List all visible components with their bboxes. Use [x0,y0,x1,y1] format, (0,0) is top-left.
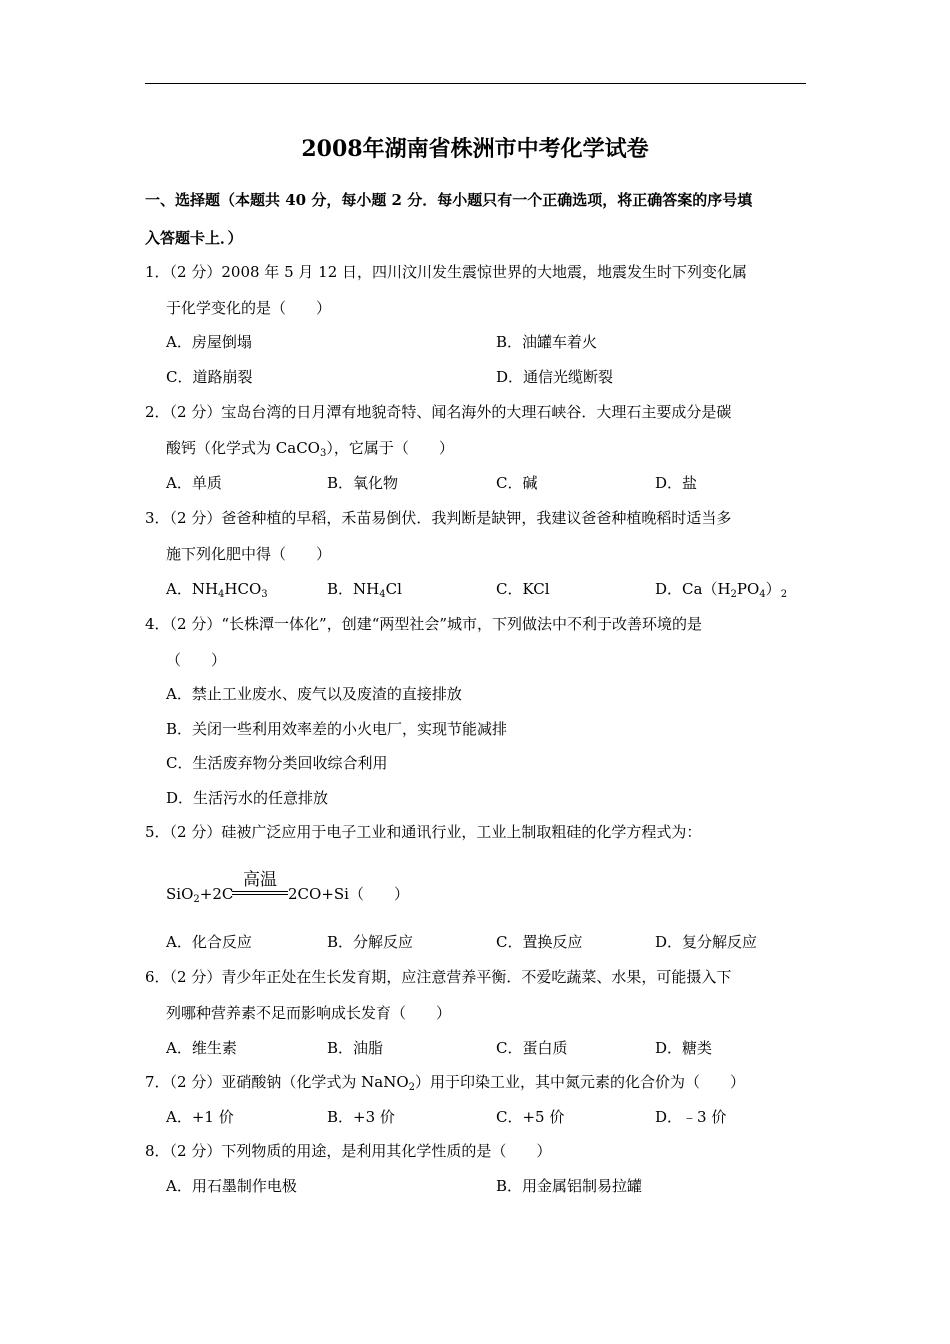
chemical-equation [166,870,466,910]
question-2-option-b: B．氧化物 [327,474,399,492]
question-2-option-a: A．单质 [166,474,222,492]
page-title: 2008年湖南省株洲市中考化学试卷 [301,136,649,162]
question-1-option-c: C．道路崩裂 [166,368,253,386]
equation-bar-top [232,891,288,892]
section-heading-line2: 入答题卡上．） [145,229,243,247]
question-4-option-b: B．关闭一些利用效率差的小火电厂，实现节能减排 [166,720,508,738]
question-5-option-b: B．分解反应 [327,933,414,951]
question-6-stem: 6．（2 分）青少年正处在生长发育期，应注意营养平衡．不爱吃蔬菜、水果，可能摄入下 [145,968,732,986]
header-rule [145,83,806,84]
question-3-option-a: A．$NH_4HCO_3$ [166,580,268,600]
question-1-option-d: D．通信光缆断裂 [496,368,614,386]
section-heading-line1: 一、选择题（本题共 40 分，每小题 2 分．每小题只有一个正确选项，将正确答案的序号填 [145,191,753,209]
question-8-option-b: B．用金属铝制易拉罐 [496,1177,643,1195]
equation-products: 2CO+Si（ ） [288,885,409,903]
question-1-option-a: A．房屋倒塌 [166,333,252,351]
question-2-option-d: D．盐 [655,474,698,492]
question-5-option-a: A．化合反应 [166,933,252,951]
question-2-stem-cont: 酸钙（化学式为 CaCO$_3$），它属于（ ） [166,439,454,459]
question-6-option-d: D．糖类 [655,1039,713,1057]
question-6-option-b: B．油脂 [327,1039,384,1057]
question-6-option-a: A．维生素 [166,1039,237,1057]
question-1-stem: 1．（2 分）2008 年 5 月 12 日，四川汶川发生震惊世界的大地震，地震发生时下列变化属 [145,263,748,281]
question-7-option-b: B．+3 价 [327,1108,395,1126]
question-1-stem-cont: 于化学变化的是（ ） [166,299,332,317]
question-4-option-d: D．生活污水的任意排放 [166,789,329,807]
question-8-stem: 8．（2 分）下列物质的用途，是利用其化学性质的是（ ） [145,1142,552,1160]
equation-reactants: SiO$_2$+2C [166,885,234,905]
question-4-stem: 4．（2 分）“长株潭一体化”，创建“两型社会”城市，下列做法中不利于改善环境的是 [145,615,703,633]
question-7-stem: 7．（2 分）亚硝酸钠（化学式为 NaNO$_2$）用于印染工业，其中氮元素的化合价为（ ） [145,1073,746,1093]
question-3-option-d: D．$Ca(H_2PO_4)_2$ [655,580,788,600]
question-2-option-c: C．碱 [496,474,538,492]
question-3-stem: 3．（2 分）爸爸种植的早稻，禾苗易倒伏．我判断是缺钾，我建议爸爸种植晚稻时适当多 [145,509,732,527]
question-5-option-d: D．复分解反应 [655,933,758,951]
question-8-option-a: A．用石墨制作电极 [166,1177,297,1195]
equation-bar-bottom [232,894,288,895]
question-7-option-a: A．+1 价 [166,1108,234,1126]
question-4-option-c: C．生活废弃物分类回收综合利用 [166,754,388,772]
question-3-option-c: C．KCl [496,580,550,598]
question-3-option-b: B．$NH_4Cl$ [327,580,402,600]
question-7-option-d: D．﹣3 价 [655,1108,727,1126]
question-5-option-c: C．置换反应 [496,933,583,951]
question-2-stem: 2．（2 分）宝岛台湾的日月潭有地貌奇特、闻名海外的大理石峡谷．大理石主要成分是碳 [145,403,732,421]
question-5-stem: 5．（2 分）硅被广泛应用于电子工业和通讯行业，工业上制取粗硅的化学方程式为： [145,823,702,841]
question-4-stem-cont: （ ） [166,651,227,669]
question-1-option-b: B．油罐车着火 [496,333,598,351]
question-7-option-c: C．+5 价 [496,1108,565,1126]
equation-condition: 高温 [243,870,277,890]
question-4-option-a: A．禁止工业废水、废气以及废渣的直接排放 [166,685,462,703]
question-6-stem-cont: 列哪种营养素不足而影响成长发育（ ） [166,1004,452,1022]
question-6-option-c: C．蛋白质 [496,1039,568,1057]
question-3-stem-cont: 施下列化肥中得（ ） [166,545,332,563]
